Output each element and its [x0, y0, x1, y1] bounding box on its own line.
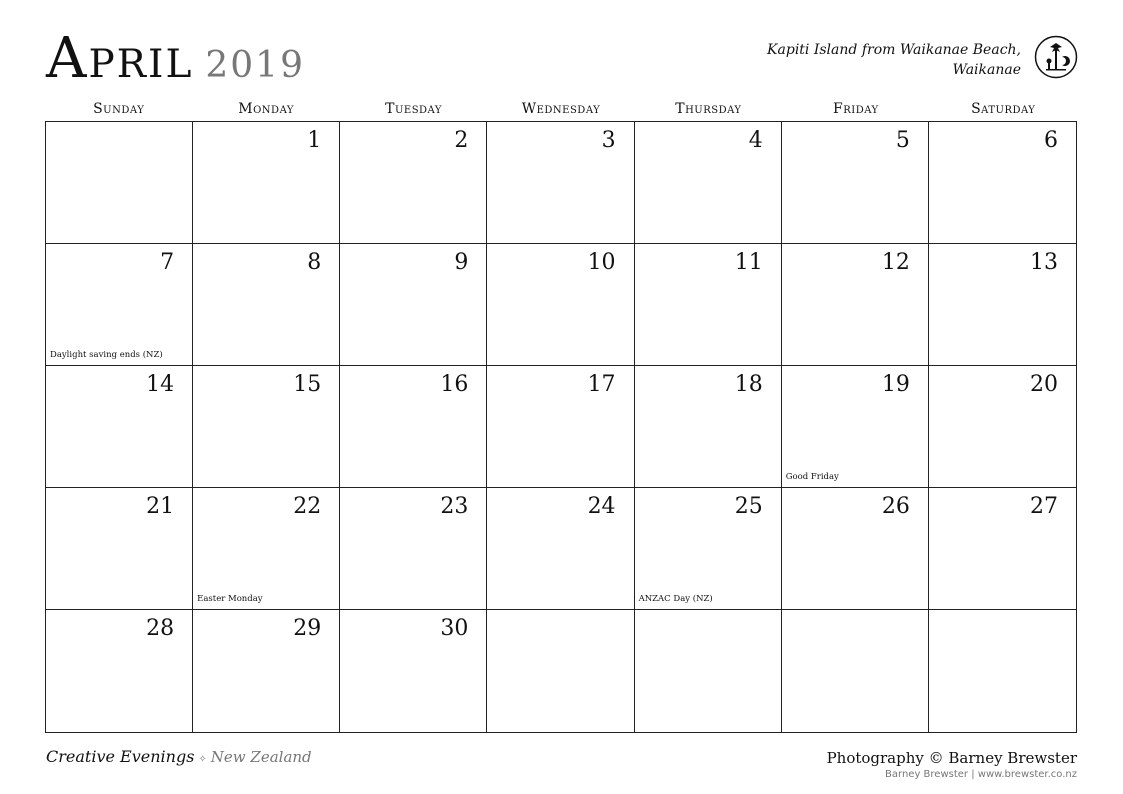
day-number: 19: [881, 372, 910, 397]
photo-credit: Photography © Barney Brewster: [826, 749, 1077, 767]
day-cell: [340, 244, 487, 366]
day-number: 20: [1029, 372, 1058, 397]
day-number: 28: [146, 616, 175, 641]
weekday-friday: Friday: [833, 101, 879, 117]
day-cell: [929, 610, 1076, 732]
day-cell: [635, 366, 782, 488]
day-number: 29: [293, 616, 322, 641]
holiday-note: Easter Monday: [197, 594, 263, 604]
day-cell: [635, 488, 782, 610]
day-cell: [46, 488, 193, 610]
day-cell: [340, 488, 487, 610]
day-cell: [193, 122, 340, 244]
day-number: 3: [601, 128, 616, 153]
day-cell: [487, 366, 634, 488]
day-cell: [193, 366, 340, 488]
weekday-monday: Monday: [238, 101, 294, 117]
day-number: 6: [1043, 128, 1058, 153]
day-cell: [340, 366, 487, 488]
day-cell: [635, 610, 782, 732]
day-cell: [635, 244, 782, 366]
weekday-wednesday: Wednesday: [521, 101, 601, 117]
page-title: [46, 26, 305, 91]
day-number: 18: [734, 372, 763, 397]
day-cell: [782, 610, 929, 732]
day-cell: [635, 122, 782, 244]
day-number: 4: [748, 128, 763, 153]
day-number: 1: [307, 128, 322, 153]
day-number: 10: [587, 250, 616, 275]
day-cell: [782, 366, 929, 488]
day-number: 30: [440, 616, 469, 641]
day-cell: [193, 488, 340, 610]
day-cell: [340, 122, 487, 244]
holiday-note: ANZAC Day (NZ): [638, 594, 713, 604]
weekday-header: [45, 98, 1077, 120]
day-number: 11: [734, 250, 763, 275]
day-cell: [193, 244, 340, 366]
day-number: 12: [881, 250, 910, 275]
holiday-note: Daylight saving ends (NZ): [50, 350, 163, 360]
day-number: 9: [454, 250, 469, 275]
brand-name: Creative Evenings: [46, 747, 195, 766]
day-number: 2: [454, 128, 469, 153]
day-number: 5: [895, 128, 910, 153]
day-number: 15: [293, 372, 322, 397]
weekday-sunday: Sunday: [93, 101, 145, 117]
holiday-note: Good Friday: [785, 472, 839, 482]
website-credit: Barney Brewster | www.brewster.co.nz: [885, 769, 1077, 780]
day-cell: [487, 122, 634, 244]
footer-credits: [827, 748, 1077, 782]
day-cell: [193, 610, 340, 732]
year: 2019: [205, 45, 305, 86]
day-number: 7: [160, 250, 175, 275]
day-number: 22: [293, 494, 322, 519]
day-cell: [46, 366, 193, 488]
day-number: 16: [440, 372, 469, 397]
day-number: 17: [587, 372, 616, 397]
caption-line-2: Waikanae: [952, 62, 1021, 78]
day-cell: [929, 244, 1076, 366]
day-cell: [487, 488, 634, 610]
weekday-tuesday: Tuesday: [385, 101, 442, 117]
weekday-saturday: Saturday: [971, 101, 1036, 117]
fern-crest-logo-icon: [1034, 35, 1078, 79]
day-cell: [340, 610, 487, 732]
day-number: 25: [734, 494, 763, 519]
day-number: 13: [1029, 250, 1058, 275]
day-number: 24: [587, 494, 616, 519]
day-cell: [782, 488, 929, 610]
day-cell: [782, 244, 929, 366]
day-number: 14: [146, 372, 175, 397]
day-cell: [487, 610, 634, 732]
day-cell: [487, 244, 634, 366]
day-cell: [929, 488, 1076, 610]
weekday-thursday: Thursday: [675, 101, 742, 117]
calendar-grid: [45, 121, 1077, 733]
day-cell: [46, 122, 193, 244]
month-name: April: [46, 26, 194, 91]
day-cell: [46, 610, 193, 732]
day-number: 27: [1029, 494, 1058, 519]
day-cell: [782, 122, 929, 244]
caption-line-1: Kapiti Island from Waikanae Beach,: [767, 42, 1021, 58]
day-cell: [929, 366, 1076, 488]
brand-country: New Zealand: [210, 748, 312, 766]
separator-icon: ✧: [198, 754, 207, 765]
day-number: 23: [440, 494, 469, 519]
day-cell: [46, 244, 193, 366]
day-number: 8: [307, 250, 322, 275]
day-cell: [929, 122, 1076, 244]
day-number: 26: [881, 494, 910, 519]
photo-caption: [701, 40, 1021, 80]
day-number: 21: [146, 494, 175, 519]
footer-branding: [46, 747, 312, 766]
